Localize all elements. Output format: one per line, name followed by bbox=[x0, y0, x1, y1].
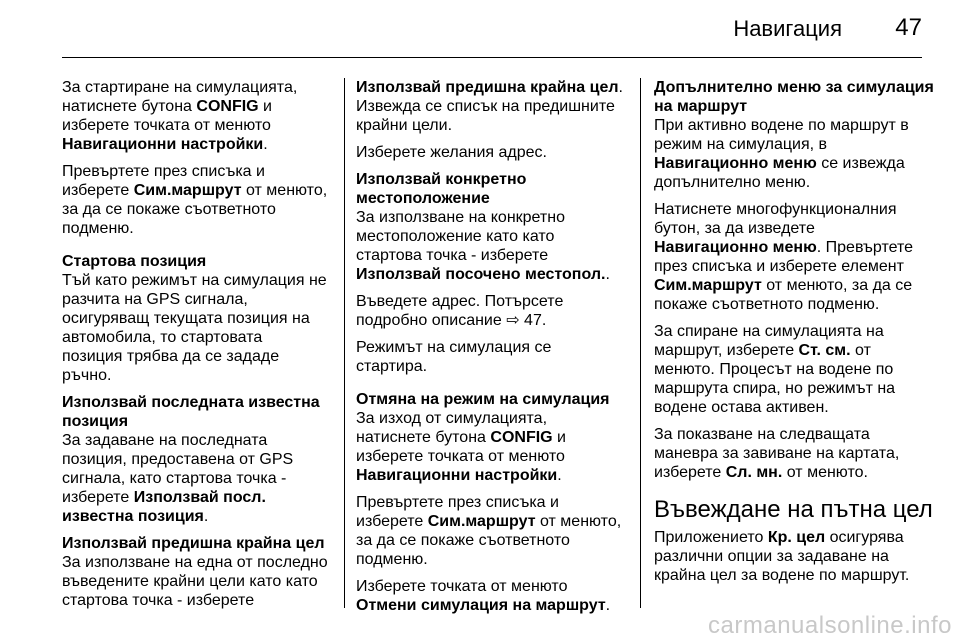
text-line: разчита на GPS сигнала, bbox=[62, 291, 248, 308]
menu-ref: Отмени симулация на маршрут bbox=[356, 597, 606, 614]
text-line: За изход от симулацията, bbox=[356, 410, 548, 427]
text-line: Изберете точката от менюто bbox=[356, 578, 568, 595]
text-line: Режимът на симулация се bbox=[356, 339, 552, 356]
text-line: ръчно. bbox=[62, 367, 112, 384]
text-line: допълнително меню. bbox=[654, 174, 811, 191]
column-divider-2 bbox=[640, 78, 641, 608]
section-title: Отмяна на режим на симулация bbox=[356, 391, 610, 408]
section-title: позиция bbox=[62, 413, 129, 430]
menu-ref: Навигационно меню bbox=[654, 155, 817, 172]
text-line: Навигационно меню. Превъртете bbox=[654, 239, 914, 256]
text-line: позиция трябва да се зададе bbox=[62, 348, 280, 365]
text-line: покаже съответното подменю. bbox=[654, 296, 880, 313]
text-line: осигуряващ текущата позиция на bbox=[62, 310, 310, 327]
text-line: Въведете адрес. Потърсете bbox=[356, 293, 564, 310]
menu-ref: Използвай посочено местопол. bbox=[356, 266, 606, 283]
text-line: стартова точка - изберете bbox=[356, 247, 549, 264]
text-line: Използвай посочено местопол.. bbox=[356, 266, 610, 283]
text-line: За показване на следващата bbox=[654, 426, 870, 443]
text-line: подменю. bbox=[62, 220, 134, 237]
column-3 bbox=[654, 78, 934, 585]
text-line: За стартиране на симулацията, bbox=[62, 79, 298, 96]
text-line: режим на симулация, в bbox=[654, 136, 828, 153]
menu-ref: известна позиция bbox=[62, 508, 204, 525]
text-line: за да се покаже съответното bbox=[356, 532, 570, 549]
menu-ref: Кр. цел bbox=[767, 529, 826, 546]
section-title: Допълнително меню за симулация bbox=[654, 79, 934, 96]
text-line: Приложението Кр. цел осигурява bbox=[654, 529, 904, 546]
text-line: За спиране на симулацията на bbox=[654, 323, 884, 340]
page-header bbox=[0, 0, 960, 60]
page-reference: ⇨ 47 bbox=[506, 312, 542, 329]
text-line: менюто. Процесът на водене по bbox=[654, 361, 894, 378]
text-line: изберете Сим.маршрут от менюто, bbox=[356, 513, 622, 530]
text-line: маршрут, изберете Ст. см. от bbox=[654, 342, 871, 359]
text-line: изберете Сл. мн. от менюто. bbox=[654, 464, 868, 481]
text-line: Тъй като режимът на симулация не bbox=[62, 272, 327, 289]
text-line: Натиснете многофункционалния bbox=[654, 201, 897, 218]
text-line: за да се покаже съответното bbox=[62, 201, 276, 218]
menu-ref: Сим.маршрут bbox=[427, 513, 536, 530]
menu-ref: Навигационни настройки bbox=[356, 467, 558, 484]
menu-ref: Сим.маршрут bbox=[654, 277, 762, 294]
text-line: За използване на конкретно bbox=[356, 209, 565, 226]
text-line: Отмени симулация на маршрут. bbox=[356, 597, 611, 614]
text-line: натиснете бутона CONFIG и bbox=[62, 98, 272, 115]
section-title: Стартова позиция bbox=[62, 253, 207, 270]
text-line: въведените крайни цели като като bbox=[62, 573, 318, 590]
section-title: Използвай последната известна bbox=[62, 394, 320, 411]
text-line: водене остава активен. bbox=[654, 399, 829, 416]
text-line: натиснете бутона CONFIG и bbox=[356, 429, 566, 446]
text-line: Извежда се списък на предишните bbox=[356, 98, 615, 115]
text-line: изберете точката от менюто bbox=[356, 448, 565, 465]
text-line: За използване на една от последно bbox=[62, 554, 328, 571]
column-2 bbox=[356, 78, 632, 615]
menu-ref: Навигационни настройки bbox=[62, 136, 264, 153]
text-line: маршрута спира, но режимът на bbox=[654, 380, 896, 397]
menu-ref: Навигационно меню bbox=[654, 239, 817, 256]
text-line: Изберете желания адрес. bbox=[356, 144, 547, 161]
page-number: 47 bbox=[895, 14, 922, 41]
header-title: Навигация bbox=[733, 16, 842, 41]
text-line: местоположение като като bbox=[356, 228, 555, 245]
text-line: Навигационно меню се извежда bbox=[654, 155, 905, 172]
menu-ref: Сим.маршрут bbox=[133, 182, 242, 199]
text-line: Превъртете през списъка и bbox=[62, 163, 265, 180]
column-1 bbox=[62, 78, 334, 610]
text-line: автомобила, то стартовата bbox=[62, 329, 263, 346]
menu-ref: Използвай посл. bbox=[133, 489, 266, 506]
config-button-ref: CONFIG bbox=[490, 429, 553, 446]
watermark: carmanualsonline.info bbox=[708, 612, 952, 639]
menu-ref: Използвай предишна крайна цел bbox=[356, 79, 619, 96]
text-line: бутон, за да изведете bbox=[654, 220, 815, 237]
text-line: стартова точка - изберете bbox=[62, 592, 255, 609]
text-line: изберете Сим.маршрут от менюто, bbox=[62, 182, 328, 199]
text-line: изберете Използвай посл. bbox=[62, 489, 266, 506]
menu-ref: Сл. мн. bbox=[725, 464, 783, 481]
config-button-ref: CONFIG bbox=[196, 98, 259, 115]
text-line: Превъртете през списъка и bbox=[356, 494, 559, 511]
text-line: крайни цели. bbox=[356, 117, 453, 134]
section-title: местоположение bbox=[356, 190, 490, 207]
menu-ref: Ст. см. bbox=[798, 342, 851, 359]
text-line: стартира. bbox=[356, 358, 428, 375]
text-line: Навигационни настройки. bbox=[356, 467, 562, 484]
text-line: различни опции за задаване на bbox=[654, 548, 889, 565]
text-line: подробно описание ⇨ 47. bbox=[356, 312, 547, 329]
section-title: Използвай конкретно bbox=[356, 171, 527, 188]
text-line: крайна цел за водене по маршрут. bbox=[654, 567, 910, 584]
text-line: подменю. bbox=[356, 551, 428, 568]
section-title: на маршрут bbox=[654, 98, 748, 115]
section-title: Използвай предишна крайна цел bbox=[62, 535, 325, 552]
text-line: през списъка и изберете елемент bbox=[654, 258, 904, 275]
text-line: За задаване на последната bbox=[62, 432, 268, 449]
text-line: Използвай предишна крайна цел. bbox=[356, 79, 623, 96]
text-line: изберете точката от менюто bbox=[62, 117, 271, 134]
text-line: При активно водене по маршрут в bbox=[654, 117, 909, 134]
section-heading: Въвеждане на пътна цел bbox=[654, 496, 933, 523]
text-line: известна позиция. bbox=[62, 508, 209, 525]
text-line: позиция, предоставена от GPS bbox=[62, 451, 294, 468]
column-divider-1 bbox=[344, 78, 345, 608]
text-line: маневра за завиване на картата, bbox=[654, 445, 900, 462]
text-line: Навигационни настройки. bbox=[62, 136, 268, 153]
header-divider bbox=[62, 57, 922, 58]
text-line: сигнала, като стартова точка - bbox=[62, 470, 287, 487]
text-line: Сим.маршрут от менюто, за да се bbox=[654, 277, 913, 294]
